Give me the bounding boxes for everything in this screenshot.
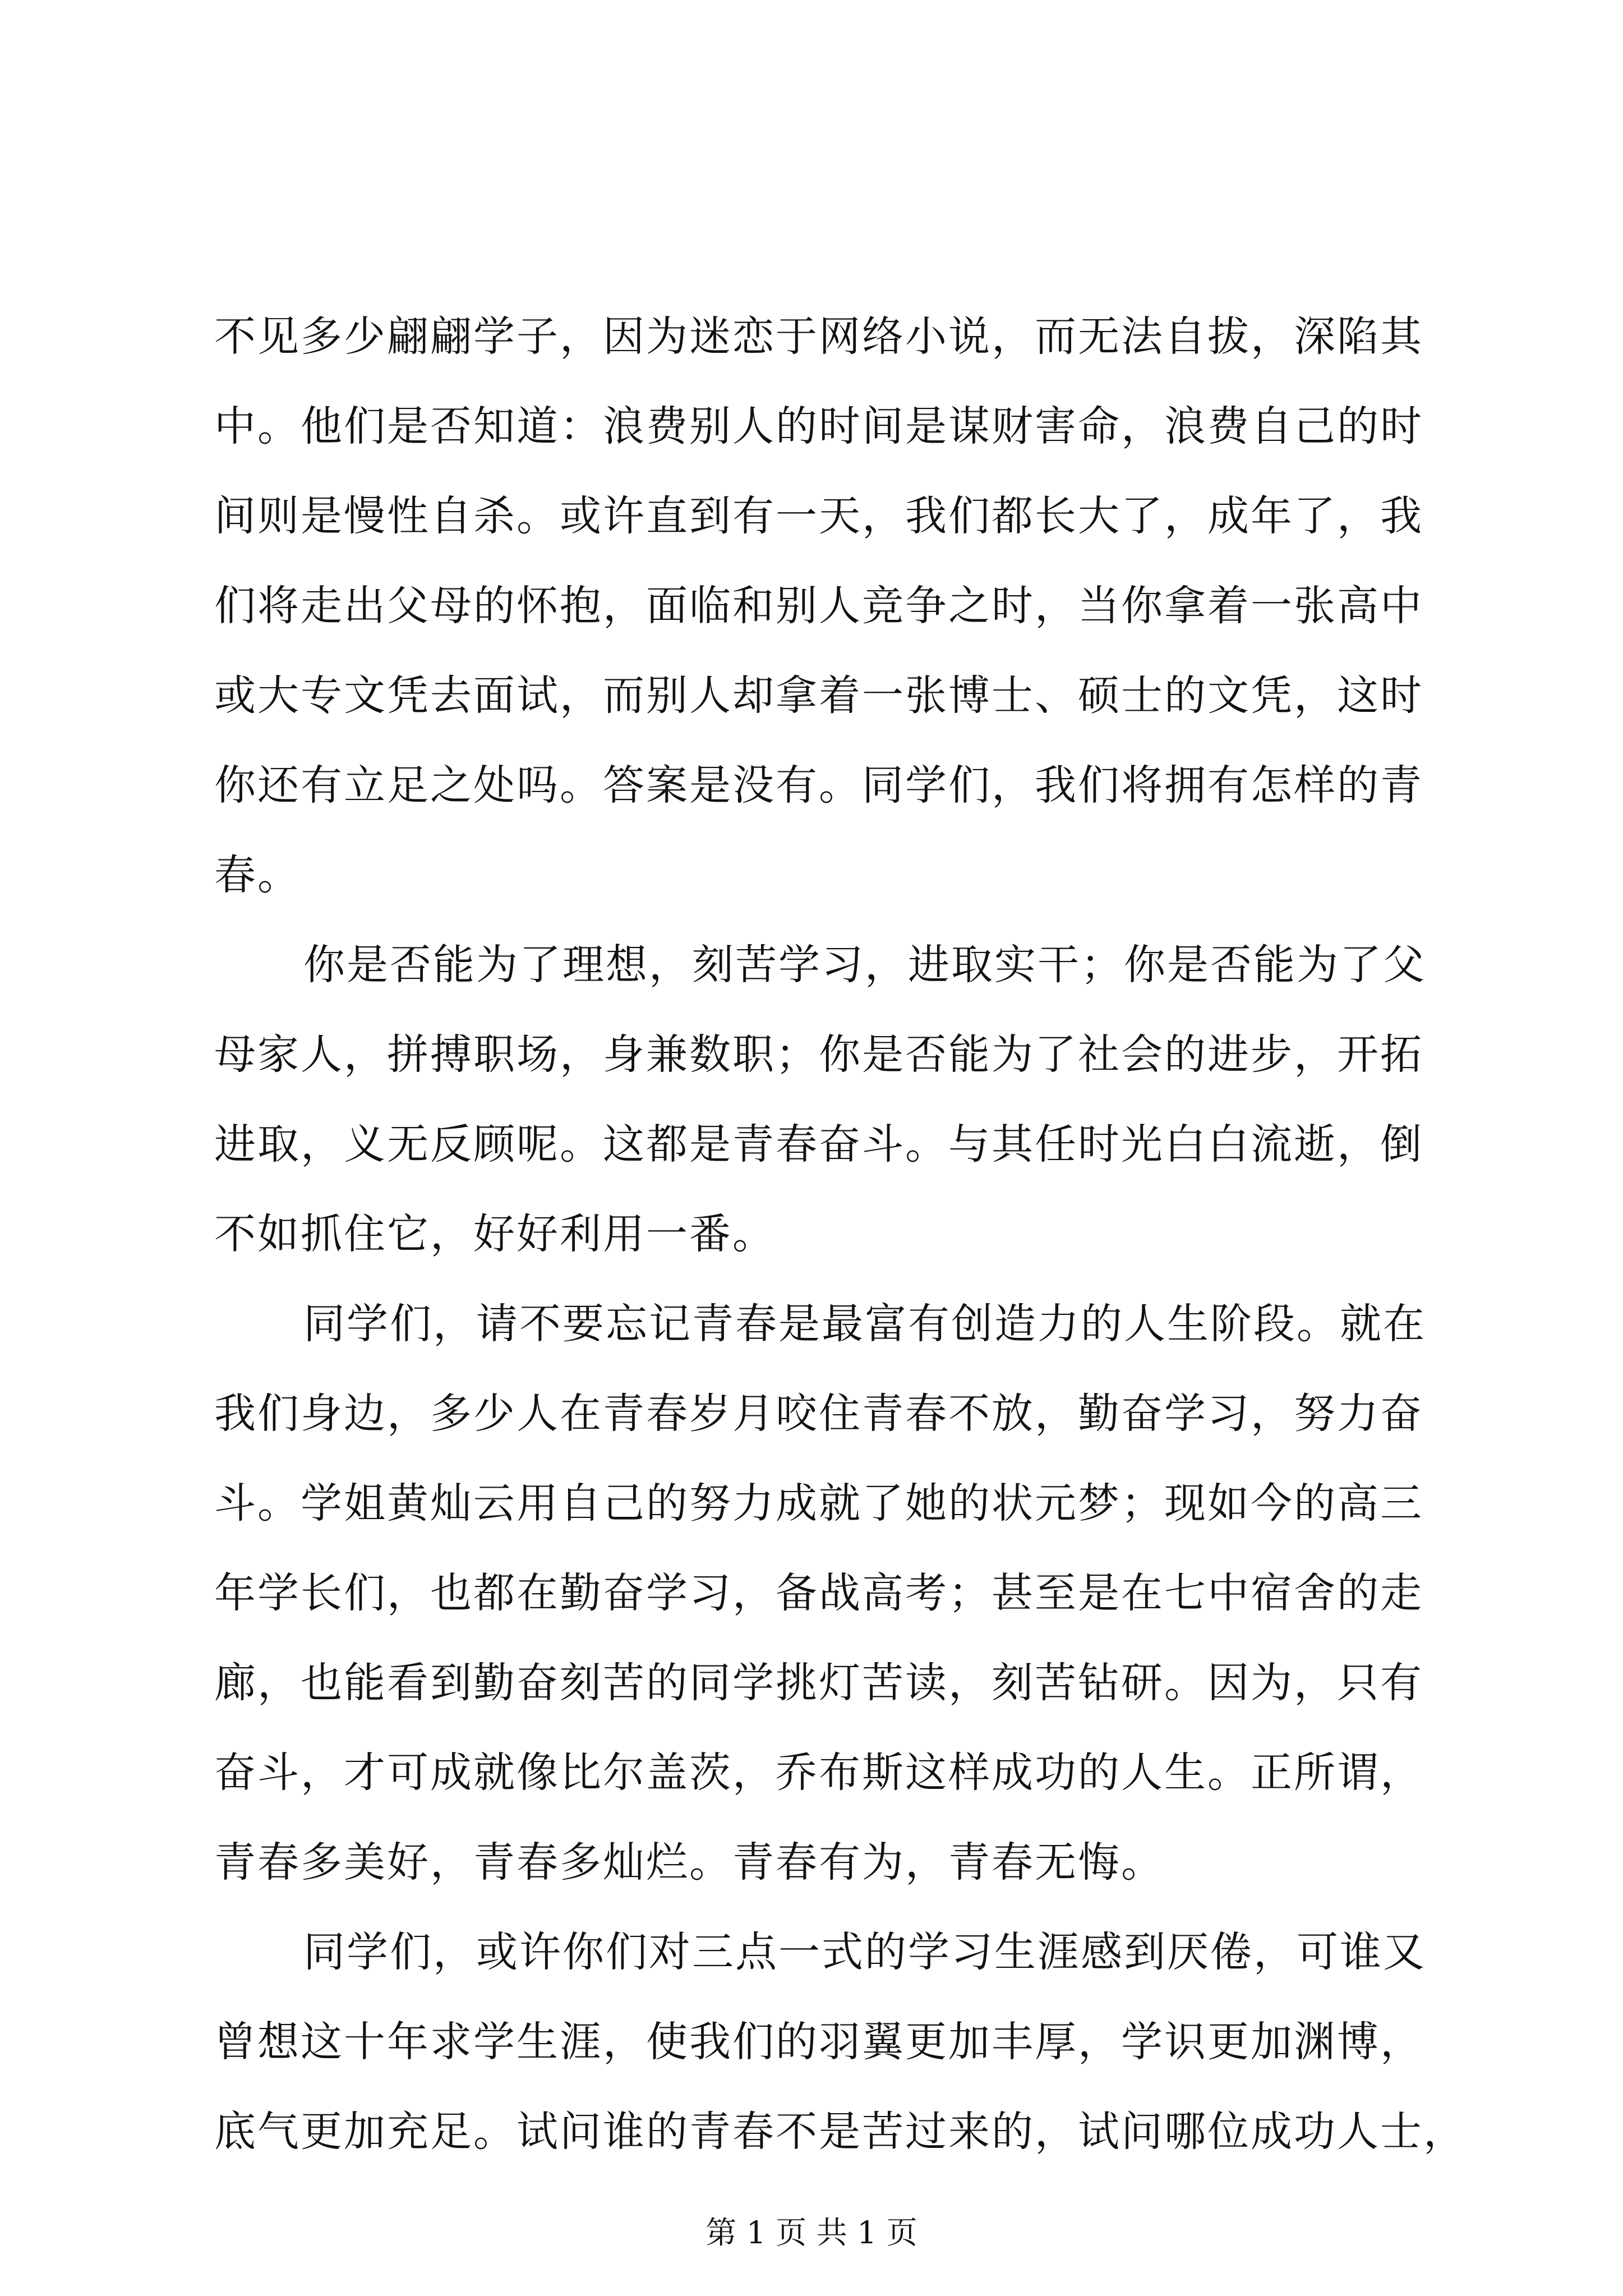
text-line (0, 1015, 1623, 1111)
line-text: 廊，也能看到勤奋刻苦的同学挑灯苦读，刻苦钻研。因为，只有 (214, 1659, 1423, 1707)
text-line (0, 1464, 1623, 1559)
text-line (0, 1644, 1623, 1739)
line-text: 你还有立足之处吗。答案是没有。同学们，我们将拥有怎样的青 (214, 761, 1423, 809)
line-text: 年学长们，也都在勤奋学习，备战高考；甚至是在七中宿舍的走 (214, 1569, 1423, 1617)
text-line (0, 1823, 1623, 1918)
line-text: 底气更加充足。试问谁的青春不是苦过来的，试问哪位成功人士， (214, 2108, 1467, 2156)
text-line (0, 1554, 1623, 1649)
line-text: 们将走出父母的怀抱，面临和别人竞争之时，当你拿着一张高中 (214, 582, 1423, 630)
text-line (0, 297, 1623, 393)
line-text: 我们身边，多少人在青春岁月咬住青春不放，勤奋学习，努力奋 (214, 1389, 1423, 1438)
text-line (0, 387, 1623, 482)
text-line (0, 926, 1623, 1021)
page-number: 第 1 页 共 1 页 (706, 2215, 917, 2251)
line-text: 中。他们是否知道：浪费别人的时间是谋财害命，浪费自己的时 (214, 402, 1423, 450)
text-line (0, 836, 1623, 931)
text-line (0, 1285, 1623, 1380)
line-text: 不如抓住它，好好利用一番。 (214, 1210, 776, 1258)
line-text: 斗。学姐黄灿云用自己的努力成就了她的状元梦；现如今的高三 (214, 1479, 1423, 1527)
text-line (0, 1105, 1623, 1200)
line-text: 春。 (214, 851, 301, 899)
line-text: 间则是慢性自杀。或许直到有一天，我们都长大了，成年了，我 (214, 492, 1423, 540)
line-text: 母家人，拼搏职场，身兼数职；你是否能为了社会的进步，开拓 (214, 1030, 1423, 1079)
line-text: 或大专文凭去面试，而别人却拿着一张博士、硕士的文凭，这时 (214, 671, 1423, 720)
text-line (0, 477, 1623, 572)
text-line (0, 1195, 1623, 1290)
text-line (0, 2092, 1623, 2188)
line-text: 不见多少翩翩学子，因为迷恋于网络小说，而无法自拔，深陷其 (214, 312, 1423, 361)
text-line (0, 1374, 1623, 1470)
line-text: 进取，义无反顾呢。这都是青春奋斗。与其任时光白白流逝，倒 (214, 1120, 1423, 1168)
text-line (0, 1913, 1623, 2008)
line-text: 青春多美好，青春多灿烂。青春有为，青春无悔。 (214, 1838, 1164, 1887)
paragraph-first-line: 同学们，请不要忘记青春是最富有创造力的人生阶段。就在 (303, 1300, 1426, 1348)
text-line (0, 656, 1623, 752)
text-line (0, 1733, 1623, 1829)
paragraph-first-line: 同学们，或许你们对三点一式的学习生涯感到厌倦，可谁又 (303, 1928, 1426, 1976)
text-line (0, 567, 1623, 662)
line-text: 曾想这十年求学生涯，使我们的羽翼更加丰厚，学识更加渊博， (214, 2018, 1423, 2066)
line-text: 奋斗，才可成就像比尔盖茨，乔布斯这样成功的人生。正所谓， (214, 1749, 1423, 1797)
page-footer (0, 2205, 1623, 2261)
paragraph-first-line: 你是否能为了理想，刻苦学习，进取实干；你是否能为了父 (303, 941, 1426, 989)
text-line (0, 2003, 1623, 2098)
text-line (0, 746, 1623, 841)
